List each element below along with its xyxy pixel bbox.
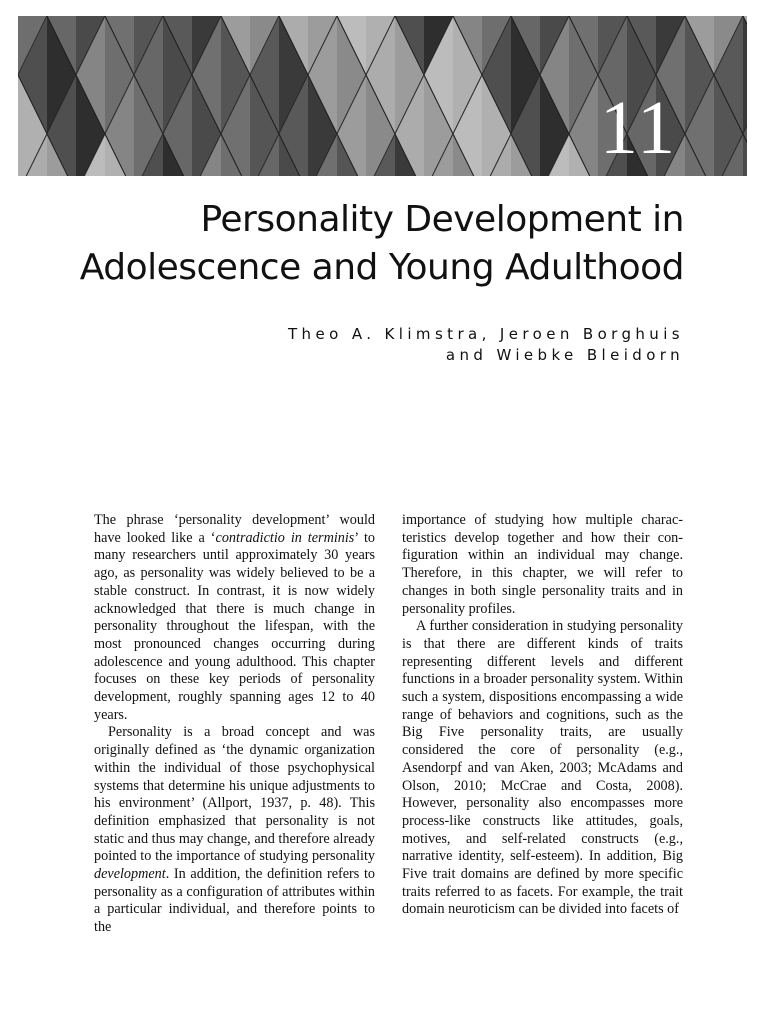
body-paragraph: Personality is a broad concept and was originally defined as ‘the dynamic organization within the individual of those psychophysical systems that determine his unique adjustments to his environment’ (Allport, 1937, p. 48). This definition emphasized that personality is not static and thus may change, and therefore already pointed to the importance of studying personality development. In addition, the definition refers to personality as a configuration of attributes within a particular individual, and therefore points to the xyxy=(94,724,375,936)
authors-line-1: Theo A. Klimstra, Jeroen Borghuis xyxy=(287,325,684,343)
body-column-left xyxy=(94,512,375,937)
body-paragraph: The phrase ‘personality development’ would have looked like a ‘contradictio in terminis’ to many researchers until approximately 30 years ago, as personality was widely believed to be a stable construct. In contrast, it is now widely acknowledged that there is much change in personality throughout the lifespan, with the most pronounced changes occurring during adolescence and young adulthood. This chapter focuses on these key periods of personality development, roughly spanning ages 12 to 40 years. xyxy=(94,512,375,723)
chapter-title xyxy=(40,196,684,292)
authors-line-2: and Wiebke Bleidorn xyxy=(445,346,684,364)
body-paragraph: importance of studying how multiple characteristics develop together and how their configuration within an individual may change. Therefore, in this chapter, we will refer to changes in both single personality traits and in personality profiles. xyxy=(402,512,683,617)
chapter-number: 11 xyxy=(599,86,677,170)
body-column-right xyxy=(402,512,683,919)
chapter-authors xyxy=(200,324,684,366)
body-paragraph: A further consideration in studying personality is that there are different kinds of traits representing different levels and different functions in a broader personality system. Within such a system, dispositions encompassing a wide range of behaviors and cognitions, such as the Big Five personality traits, are usually considered the core of personality (e.g., Asendorpf and van Aken, 2003; McAdams and Olson, 2010; McCrae and Costa, 2008). However, personality also encompasses more process-like constructs like attitudes, goals, motives, and self-related constructs (e.g., narrative identity, self-esteem). In addition, Big Five trait domains are defined by more specific traits referred to as facets. For example, the trait domain neuroticism can be divided into facets of xyxy=(402,618,683,918)
chapter-banner xyxy=(18,16,747,176)
chapter-title-line-2: Adolescence and Young Adulthood xyxy=(79,247,684,288)
chapter-title-line-1: Personality Development in xyxy=(200,199,684,240)
